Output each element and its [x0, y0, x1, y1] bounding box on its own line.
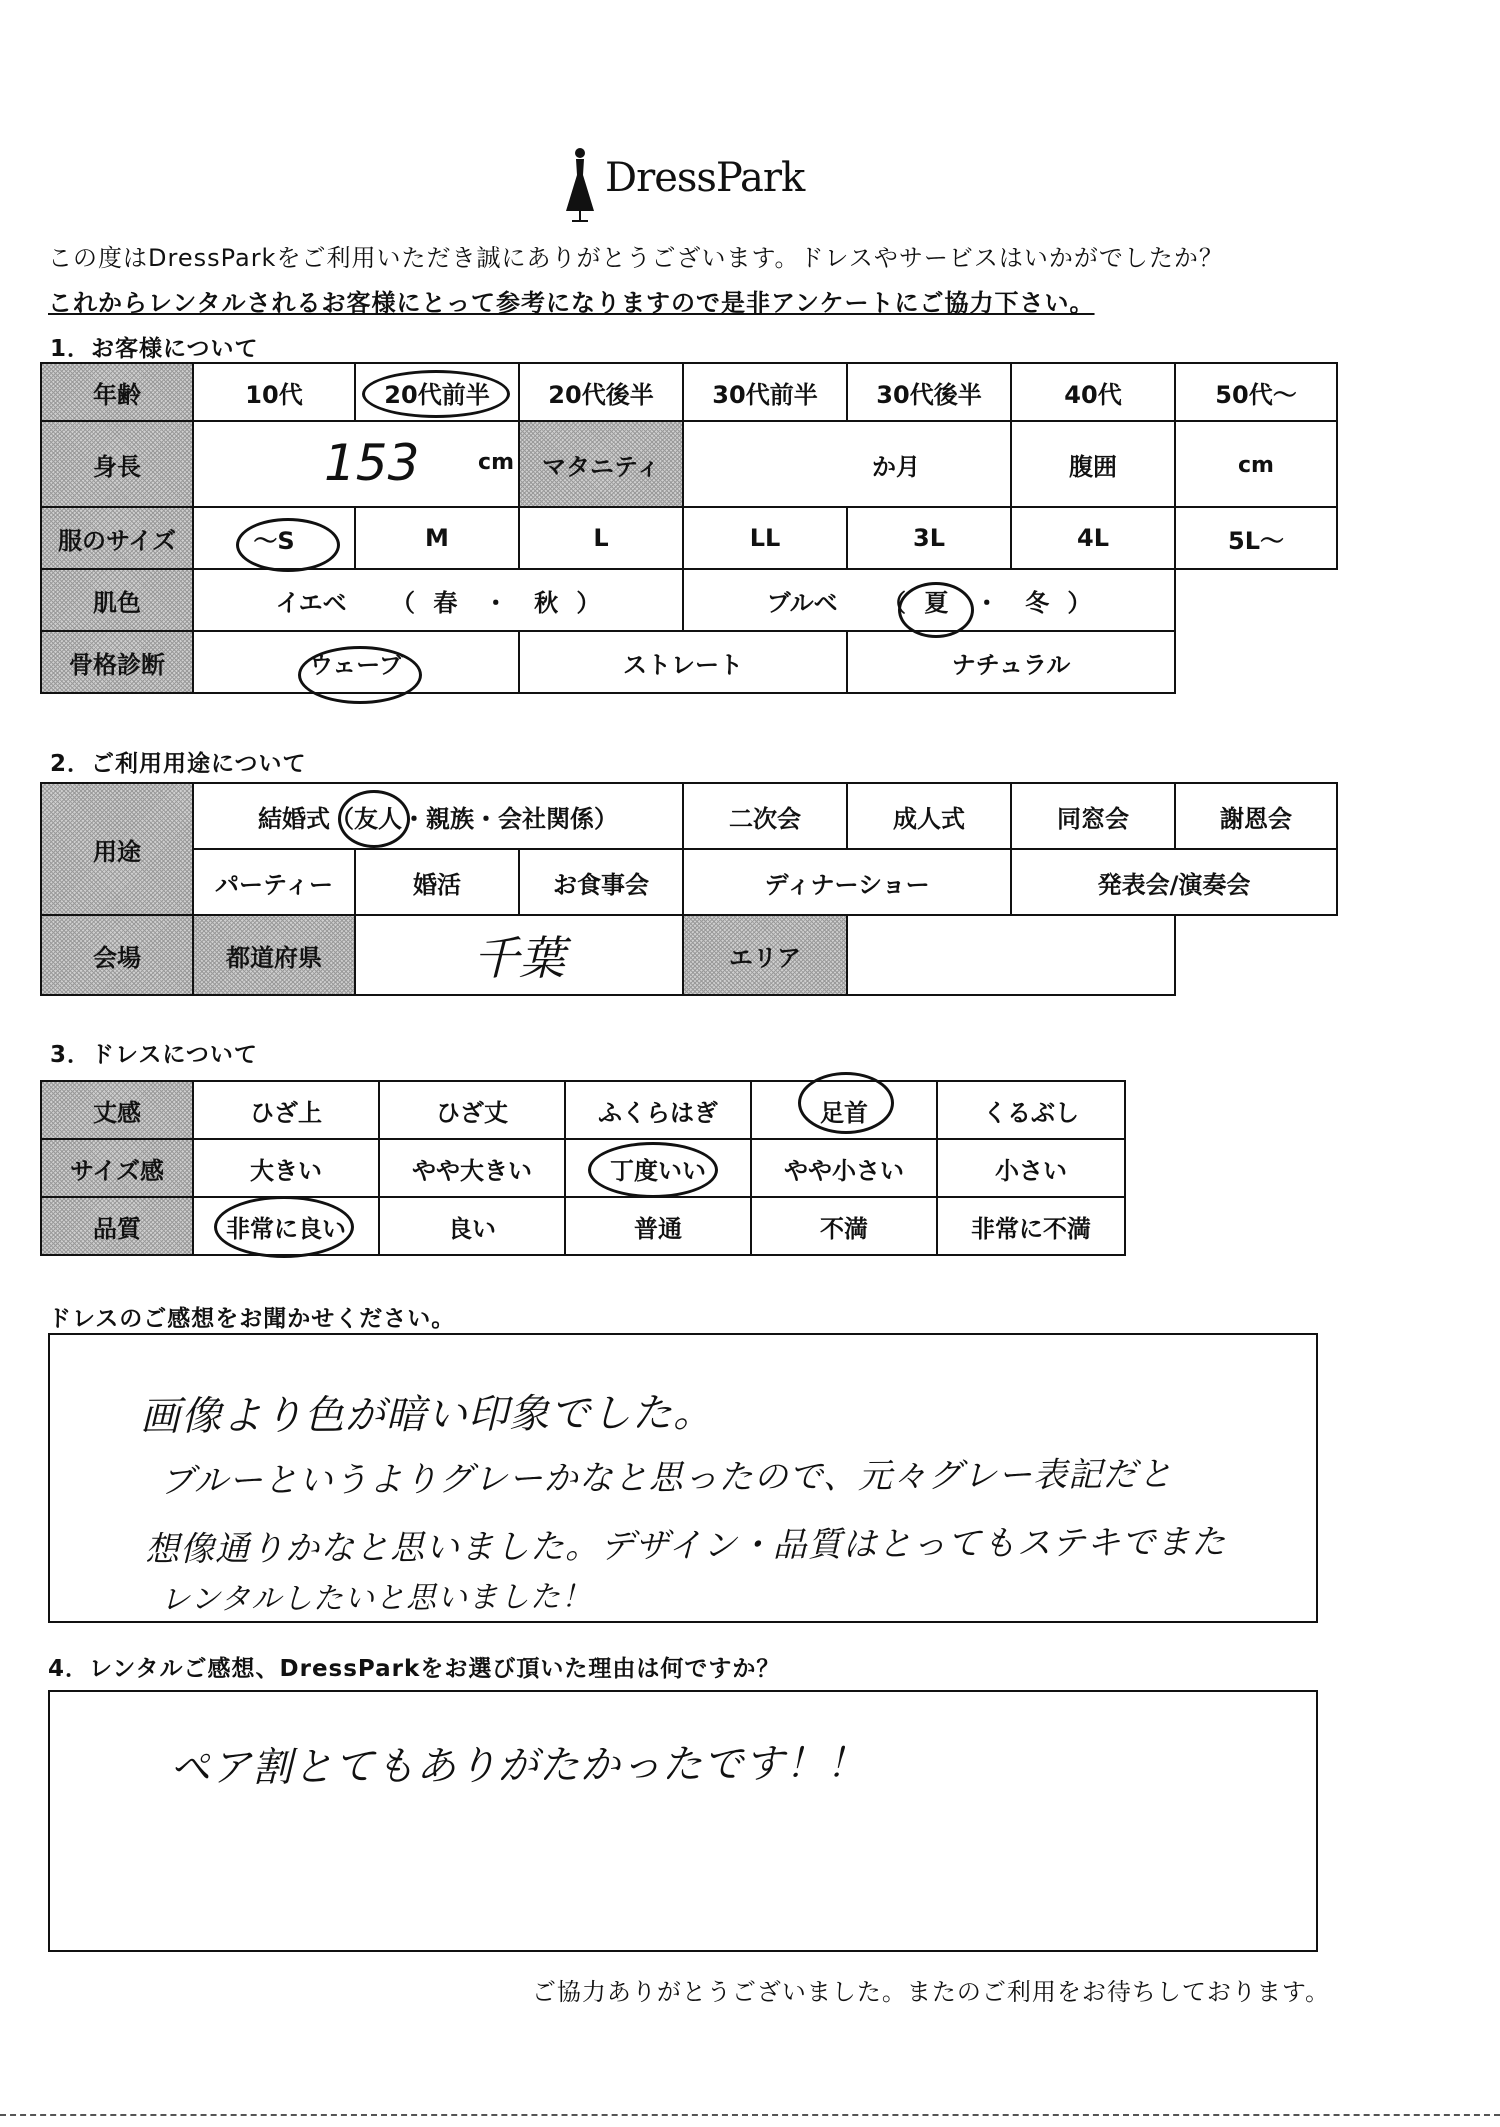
closing-message: ご協力ありがとうございました。またのご利用をお待ちしております。: [531, 1978, 1330, 2006]
age-label: 年齢: [41, 363, 193, 421]
maternity-label: マタニティ: [519, 421, 683, 507]
age-option[interactable]: 20代後半: [519, 363, 683, 421]
size-option[interactable]: 3L: [847, 507, 1011, 569]
size-option[interactable]: L: [519, 507, 683, 569]
comment-line: レンタルしたいと思いました！: [159, 1579, 593, 1618]
fit-option[interactable]: 大きい: [193, 1139, 379, 1197]
fit-option[interactable]: やや大きい: [379, 1139, 565, 1197]
prefecture-label: 都道府県: [193, 915, 355, 995]
usage-option[interactable]: お食事会: [519, 849, 683, 915]
usage-option[interactable]: 婚活: [355, 849, 519, 915]
comment-line: ペア割とてもありがたかったです！！: [169, 1740, 868, 1792]
fit-option[interactable]: 小さい: [937, 1139, 1125, 1197]
age-option[interactable]: 20代前半: [355, 363, 519, 421]
usage-option[interactable]: 謝恩会: [1175, 783, 1337, 849]
intro-text: この度はDressParkをご利用いただき誠にありがとうございます。ドレスやサービスはいかがでしたか？: [48, 244, 1224, 272]
paren-open: （: [390, 588, 415, 617]
usage-option[interactable]: 発表会/演奏会: [1011, 849, 1337, 915]
length-option[interactable]: くるぶし: [937, 1081, 1125, 1139]
dress-comment-prompt: ドレスのご感想をお聞かせください。: [48, 1306, 456, 1332]
size-option[interactable]: LL: [683, 507, 847, 569]
quality-option[interactable]: 普通: [565, 1197, 751, 1255]
quality-option[interactable]: 良い: [379, 1197, 565, 1255]
height-value: 153: [324, 434, 420, 492]
fit-label: サイズ感: [41, 1139, 193, 1197]
usage-label: 用途: [41, 783, 193, 915]
separator: ・: [402, 804, 427, 833]
age-option[interactable]: 10代: [193, 363, 355, 421]
yellow-base-cell[interactable]: [193, 569, 683, 631]
size-option[interactable]: 4L: [1011, 507, 1175, 569]
maternity-months-field[interactable]: [683, 421, 1011, 507]
wedding-close: ）: [594, 804, 619, 833]
brand-name: DressPark: [605, 155, 805, 201]
wedding-label: 結婚式（: [258, 804, 355, 833]
section2-title: 2．ご利用用途について: [50, 751, 307, 777]
skeleton-label: 骨格診断: [41, 631, 193, 693]
scan-edge-line: [0, 2114, 1500, 2116]
comment-line: 画像より色が暗い印象でした。: [139, 1389, 715, 1441]
prefecture-value: 千葉: [473, 931, 566, 985]
empty-cell: [1175, 915, 1337, 995]
waist-unit-cell[interactable]: [1175, 421, 1337, 507]
area-field[interactable]: [847, 915, 1175, 995]
waist-label: 腹囲: [1069, 452, 1117, 481]
months-unit: か月: [872, 452, 920, 481]
height-label: 身長: [41, 421, 193, 507]
skin-option[interactable]: 夏: [924, 588, 949, 617]
empty-cell: [1175, 631, 1337, 693]
section3-title: 3．ドレスについて: [50, 1042, 258, 1068]
section1-title: 1．お客様について: [50, 336, 259, 362]
quality-option[interactable]: 非常に良い: [193, 1197, 379, 1255]
separator: ・: [483, 588, 508, 617]
usage-option[interactable]: 二次会: [683, 783, 847, 849]
yellow-base: イエベ: [275, 588, 347, 617]
quality-label: 品質: [41, 1197, 193, 1255]
blue-base: ブルベ: [766, 588, 838, 617]
size-option[interactable]: ～S: [193, 507, 355, 569]
usage-table: [40, 782, 1338, 996]
separator: ・: [974, 588, 999, 617]
size-option[interactable]: M: [355, 507, 519, 569]
dress-comment-box[interactable]: [48, 1333, 1318, 1623]
usage-option[interactable]: 親族: [426, 804, 475, 833]
length-option[interactable]: ひざ丈: [379, 1081, 565, 1139]
paren-close: ）: [576, 588, 601, 617]
skin-option[interactable]: 秋: [534, 588, 559, 617]
age-option[interactable]: 30代前半: [683, 363, 847, 421]
usage-option[interactable]: 同窓会: [1011, 783, 1175, 849]
length-label: 丈感: [41, 1081, 193, 1139]
length-option[interactable]: 足首: [751, 1081, 937, 1139]
venue-label: 会場: [41, 915, 193, 995]
usage-option[interactable]: 会社関係: [498, 804, 595, 833]
prefecture-field[interactable]: [355, 915, 683, 995]
usage-option[interactable]: 成人式: [847, 783, 1011, 849]
skin-label: 肌色: [41, 569, 193, 631]
skin-option[interactable]: 冬: [1025, 588, 1050, 617]
customer-table: [40, 362, 1338, 694]
paren-close: ）: [1067, 588, 1092, 617]
fit-option[interactable]: やや小さい: [751, 1139, 937, 1197]
dress-table: [40, 1080, 1126, 1256]
quality-option[interactable]: 不満: [751, 1197, 937, 1255]
blue-base-cell[interactable]: [683, 569, 1175, 631]
length-option[interactable]: ひざ上: [193, 1081, 379, 1139]
usage-option[interactable]: パーティー: [193, 849, 355, 915]
fit-option[interactable]: 丁度いい: [565, 1139, 751, 1197]
quality-option[interactable]: 非常に不満: [937, 1197, 1125, 1255]
area-label: エリア: [683, 915, 847, 995]
usage-option[interactable]: 友人: [354, 804, 403, 833]
height-unit: cm: [478, 450, 514, 475]
dress-icon: [560, 145, 600, 225]
usage-option[interactable]: ディナーショー: [683, 849, 1011, 915]
separator: ・: [474, 804, 499, 833]
waist-unit: cm: [1238, 453, 1274, 478]
paren-open: （: [881, 588, 906, 617]
rental-comment-box[interactable]: [48, 1690, 1318, 1952]
wedding-cell[interactable]: [193, 783, 683, 849]
skeleton-option[interactable]: ストレート: [519, 631, 847, 693]
size-option[interactable]: 5L～: [1175, 507, 1337, 569]
empty-cell: [1175, 569, 1337, 631]
skeleton-option[interactable]: ウェーブ: [193, 631, 519, 693]
dresspark-logo: [560, 145, 820, 225]
size-label: 服のサイズ: [41, 507, 193, 569]
age-option[interactable]: 40代: [1011, 363, 1175, 421]
age-option[interactable]: 30代後半: [847, 363, 1011, 421]
height-field[interactable]: [193, 421, 519, 507]
length-option[interactable]: ふくらはぎ: [565, 1081, 751, 1139]
comment-line: ブルーというよりグレーかなと思ったので、元々グレー表記だと: [159, 1454, 1174, 1502]
section4-title: 4．レンタルご感想、DressParkをお選び頂いた理由は何ですか？: [48, 1656, 781, 1682]
comment-line: 想像通りかなと思いました。デザイン・品質はとってもステキでまた: [144, 1522, 1227, 1570]
intro-note: これからレンタルされるお客様にとって参考になりますので是非アンケートにご協力下さい。: [48, 289, 1095, 317]
waist-field[interactable]: [1011, 421, 1175, 507]
age-option[interactable]: 50代～: [1175, 363, 1337, 421]
skeleton-option[interactable]: ナチュラル: [847, 631, 1175, 693]
skin-option[interactable]: 春: [433, 588, 458, 617]
